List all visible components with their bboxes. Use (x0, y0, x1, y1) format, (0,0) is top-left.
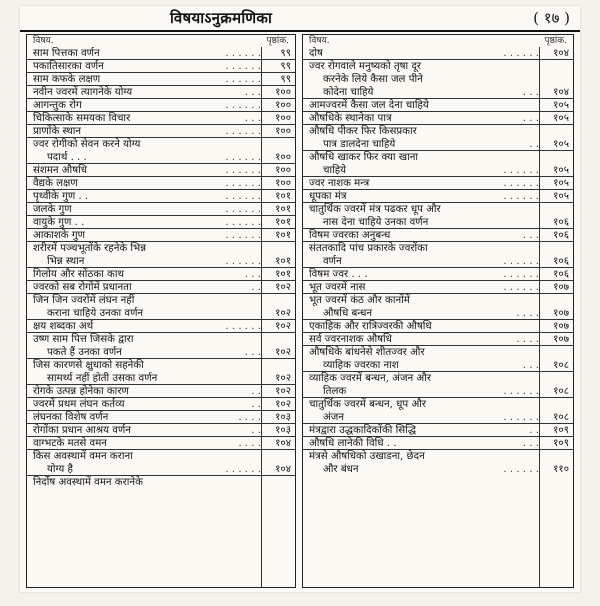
entry-leader-dots: . . . . . . (503, 412, 539, 423)
entry-page-number: १०७ (553, 321, 569, 332)
entry-leader-dots: . . . . . . (225, 152, 261, 163)
entry-subject: पृथ्वीके गुण . . (33, 191, 89, 202)
entry-leader-dots: . . . (244, 87, 261, 98)
entry-subject: जिस कारणसे क्षुधाको सहनेकी (33, 360, 144, 371)
entry-subject: मंत्रसे औषधिको उखाडना, छेदन (309, 451, 425, 462)
entry-leader-dots: . . . . . . (225, 321, 261, 332)
index-entry (303, 359, 573, 372)
entry-page-number: १०१ (275, 204, 291, 215)
entry-page-number: १०६ (553, 256, 569, 267)
entry-leader-dots: . . . . . . (503, 48, 539, 59)
entry-subject: वैद्यके लक्षण (33, 178, 78, 189)
entry-leader-dots: . . . . . . (225, 256, 261, 267)
index-entry (27, 476, 295, 489)
entry-page-number: १०२ (275, 282, 291, 293)
entry-leader-dots: . . . . . . (503, 269, 539, 280)
entry-subject: चाहिये (323, 165, 347, 176)
entry-subject: वर्णन (323, 256, 342, 267)
entry-subject: योग्य है (47, 464, 73, 475)
entry-subject: पकते हैं उनका वर्णन (47, 347, 122, 358)
index-entry (303, 203, 573, 216)
entry-leader-dots: . . . (522, 87, 539, 98)
entry-subject: वायुके गुण . . (33, 217, 85, 228)
header-divider (20, 30, 580, 32)
index-entry (303, 268, 573, 281)
entry-subject: एकाहिक और रात्रिज्वरकी औषधि (309, 321, 432, 332)
index-entry (303, 437, 573, 450)
entry-leader-dots: . . . . . . (225, 74, 261, 85)
entry-page-number: १०२ (275, 347, 291, 358)
entry-subject: उष्ण साम पित्त जिसके द्वारा (33, 334, 134, 345)
entry-subject: व्याहिक ज्वरका नाश (323, 360, 399, 371)
index-entry (303, 450, 573, 463)
index-entry (27, 138, 295, 151)
entry-page-number: १०१ (275, 269, 291, 280)
entry-page-number: १०१ (275, 230, 291, 241)
entry-subject: दोष (309, 48, 323, 59)
entry-page-number: १०२ (275, 321, 291, 332)
entry-leader-dots: . . . (244, 113, 261, 124)
entry-subject: विषम ज्वरका अनुबन्ध (309, 230, 391, 241)
index-entry (27, 255, 295, 268)
entry-subject: साम कफके लक्षण (33, 74, 101, 85)
index-entry (303, 372, 573, 385)
entry-page-number: १०४ (553, 87, 569, 98)
entry-leader-dots: . . (251, 399, 261, 410)
index-entry (27, 398, 295, 411)
entry-subject: ज्वर नाशक मन्त्र (309, 178, 370, 189)
entry-subject: करनेके लिये कैसा जल पीने (323, 74, 423, 85)
index-entry (27, 268, 295, 281)
entry-leader-dots: . . . (522, 230, 539, 241)
entry-subject: संततकादि पांच प्रकारके ज्वरोंका (309, 243, 428, 254)
index-entry (27, 385, 295, 398)
entry-leader-dots: . . . . . . (503, 256, 539, 267)
entry-leader-dots: . . . (522, 360, 539, 371)
entry-page-number: १०२ (275, 386, 291, 397)
index-entry (27, 203, 295, 216)
index-entry (27, 242, 295, 255)
entry-subject: भूत ज्वरमें कंठ और कानोंमें (309, 295, 410, 306)
entry-subject: आगन्तुक रोग (33, 100, 82, 111)
entry-subject: ज्वर रोगीको सेवन करने योग्य (33, 139, 141, 150)
entry-page-number: १०४ (553, 48, 569, 59)
entry-subject: भिन्न स्थान (47, 256, 85, 267)
index-entry (27, 60, 295, 73)
index-entry (303, 125, 573, 138)
index-entry (27, 320, 295, 333)
entry-page-number: १०१ (275, 256, 291, 267)
entry-subject: धूपका मंत्र (309, 191, 347, 202)
entry-subject: क्षय शब्दका अर्थ (33, 321, 94, 332)
index-entry (303, 281, 573, 294)
entry-page-number: १०० (275, 178, 291, 189)
entry-subject: भूत ज्वरमें नास (309, 282, 366, 293)
entry-subject: जिन जिन ज्वरोंमें लंघन नहीं (33, 295, 135, 306)
index-entry (27, 86, 295, 99)
entry-subject: औषधिके स्थानेका पात्र (309, 113, 392, 124)
entry-subject: जलके गुण (33, 204, 72, 215)
entry-subject: विषम ज्वर . . . (309, 269, 368, 280)
entry-page-number: १०३ (275, 425, 291, 436)
entry-page-number: ९९ (280, 61, 291, 72)
entry-subject: औषधि बन्धन (323, 308, 373, 319)
entry-leader-dots: . . . . . . (225, 464, 261, 475)
index-entry (27, 307, 295, 320)
entry-leader-dots: . . . . (238, 438, 261, 449)
entry-page-number: १०० (275, 152, 291, 163)
page-column-label: पृष्ठांक. (266, 36, 289, 46)
entry-page-number: १०१ (275, 191, 291, 202)
index-entry (27, 411, 295, 424)
page-column-label: पृष्ठांक. (544, 36, 567, 46)
entry-subject: नास देना चाहिये उनका वर्णन (323, 217, 429, 228)
index-entry (27, 437, 295, 450)
entry-subject: शरीरमें पञ्चभूतोंके रहनेके भिन्न (33, 243, 147, 254)
index-entry (303, 216, 573, 229)
entry-page-number: ९९ (280, 48, 291, 59)
index-entry (27, 450, 295, 463)
entry-page-number: ९९ (280, 74, 291, 85)
index-entry (303, 138, 573, 151)
entry-leader-dots: . . . (244, 269, 261, 280)
entry-subject: औषधि पीकर फिर किसप्रकार (309, 126, 417, 137)
left-entry-list (27, 47, 295, 489)
index-entry (27, 164, 295, 177)
index-entry (27, 190, 295, 203)
entry-subject: व्याहिक ज्वरमें बन्धन, अंजन और (309, 373, 431, 384)
entry-subject: रोगके उत्पन्न होनेका कारण (33, 386, 129, 397)
entry-page-number: १०५ (553, 100, 569, 111)
index-entry (303, 424, 573, 437)
entry-page-number: १०५ (553, 113, 569, 124)
page-number: ( १७ ) (533, 9, 570, 27)
entry-subject: अंजन (323, 412, 344, 423)
entry-page-number: १०५ (553, 165, 569, 176)
index-entry (303, 112, 573, 125)
entry-subject: कोदेना चाहिये (323, 87, 374, 98)
entry-page-number: १०२ (275, 308, 291, 319)
entry-leader-dots: . . . . . . (503, 282, 539, 293)
entry-subject: ज्वरमें प्रथम लंघन कर्तव्य (33, 399, 125, 410)
entry-subject: औषधि लानेकी विधि . . (309, 438, 397, 449)
index-entry (27, 47, 295, 60)
entry-subject: कराना चाहिये उनका वर्णन (47, 308, 144, 319)
index-entry (27, 112, 295, 125)
entry-leader-dots: . . . . . . (503, 165, 539, 176)
index-entry (27, 424, 295, 437)
entry-leader-dots: . . . . . . (225, 217, 261, 228)
index-entry (303, 346, 573, 359)
entry-page-number: १०९ (553, 438, 569, 449)
index-entry (27, 125, 295, 138)
entry-page-number: १०५ (553, 191, 569, 202)
entry-leader-dots: . . . . . . (225, 48, 261, 59)
left-column-header (27, 35, 295, 47)
entry-subject: आमज्वरमें कैसा जल देना चाहिये (309, 100, 429, 111)
entry-leader-dots: . . . . . . (503, 464, 539, 475)
entry-leader-dots: . . . (522, 438, 539, 449)
entry-leader-dots: . . . . . . (503, 191, 539, 202)
entry-page-number: १०६ (553, 269, 569, 280)
page-header (20, 6, 580, 36)
entry-page-number: ११० (553, 464, 569, 475)
index-entry (303, 47, 573, 60)
index-entry (303, 255, 573, 268)
index-entry (27, 229, 295, 242)
entry-leader-dots: . . . . . . (225, 126, 261, 137)
entry-subject: चिकित्साके समयका विचार (33, 113, 131, 124)
index-entry (303, 385, 573, 398)
entry-page-number: १०२ (275, 373, 291, 384)
entry-page-number: १०२ (275, 399, 291, 410)
entry-leader-dots: . . (529, 425, 539, 436)
index-entry (303, 164, 573, 177)
entry-leader-dots: . . . . (238, 412, 261, 423)
right-column (302, 34, 574, 588)
index-entry (27, 73, 295, 86)
entry-page-number: १०७ (553, 334, 569, 345)
entry-page-number: १०८ (553, 386, 569, 397)
entry-leader-dots: . . (251, 282, 261, 293)
entry-subject: मंत्रद्वारा उद्धकादिकोंकी सिद्धि (309, 425, 416, 436)
entry-subject: ज्वरको सब रोगोंमें प्रधानता (33, 282, 132, 293)
index-entry (303, 307, 573, 320)
entry-subject: पदार्थ . . . (47, 152, 87, 163)
entry-subject: पात्र डालदेना चाहिये (323, 139, 396, 150)
entry-page-number: १०४ (275, 438, 291, 449)
index-entry (303, 463, 573, 476)
index-entry (27, 281, 295, 294)
index-entry (27, 346, 295, 359)
entry-leader-dots: . . . . . . (225, 61, 261, 72)
entry-subject: किस अवस्थामें वमन कराना (33, 451, 133, 462)
page-title: विषयाऽनुक्रमणिका (170, 9, 273, 27)
index-entry (303, 151, 573, 164)
entry-page-number: १०५ (553, 139, 569, 150)
entry-page-number: १०० (275, 113, 291, 124)
entry-page-number: १०९ (553, 425, 569, 436)
entry-leader-dots: . . . . . . (503, 386, 539, 397)
entry-page-number: १०० (275, 126, 291, 137)
index-entry (303, 177, 573, 190)
index-entry (303, 99, 573, 112)
entry-subject: आकाशके गुण (33, 230, 85, 241)
entry-leader-dots: . . . . . . (225, 204, 261, 215)
right-entry-list (303, 47, 573, 476)
entry-page-number: १०० (275, 87, 291, 98)
index-entry (303, 320, 573, 333)
entry-page-number: १०५ (553, 178, 569, 189)
book-page (20, 6, 580, 592)
entry-subject: सामर्थ्य नहीं होती उसका वर्णन (47, 373, 158, 384)
entry-subject: वाग्भटके मतसे वमन (33, 438, 107, 449)
index-entry (303, 398, 573, 411)
entry-subject: संशमन औषधि (33, 165, 88, 176)
entry-subject: सर्व ज्वरनाशक औषधि (309, 334, 392, 345)
entry-leader-dots: . . . . (516, 334, 539, 345)
subject-column-label: विषय. (309, 36, 330, 46)
subject-column-label: विषय. (33, 36, 54, 46)
index-entry (27, 177, 295, 190)
entry-leader-dots: . . . . . . (225, 230, 261, 241)
entry-leader-dots: . . . (244, 347, 261, 358)
entry-subject: पकातिसारका वर्णन (33, 61, 104, 72)
entry-page-number: १०४ (275, 464, 291, 475)
entry-leader-dots: . . . . . . (225, 178, 261, 189)
entry-page-number: १०८ (553, 360, 569, 371)
index-entry (303, 242, 573, 255)
entry-leader-dots: . . . . (516, 308, 539, 319)
entry-page-number: १०० (275, 165, 291, 176)
entry-page-number: १०७ (553, 308, 569, 319)
entry-leader-dots: . . (529, 139, 539, 150)
entry-subject: प्राणोंके स्थान (33, 126, 82, 137)
index-entry (27, 333, 295, 346)
entry-subject: नवीन ज्वरमें त्यागनेके योग्य (33, 87, 133, 98)
index-entry (303, 229, 573, 242)
entry-subject: औषधि खाकर फिर क्या खाना (309, 152, 419, 163)
entry-page-number: १०८ (553, 412, 569, 423)
entry-subject: चातुर्थिक ज्वरमें मंत्र पढकर धूप और (309, 204, 441, 215)
index-entry (303, 294, 573, 307)
entry-page-number: १०० (275, 100, 291, 111)
index-entry (27, 359, 295, 372)
index-entry (27, 463, 295, 476)
entry-subject: गिलोय और सोंठका काथ (33, 269, 125, 280)
index-entry (303, 411, 573, 424)
entry-leader-dots: . . . . . . (225, 191, 261, 202)
entry-subject: रोगोंका प्रधान आश्रय वर्णन (33, 425, 131, 436)
index-entry (303, 190, 573, 203)
entry-subject: और बंधन (323, 464, 359, 475)
entry-page-number: १०६ (553, 230, 569, 241)
entry-leader-dots: . . . (522, 113, 539, 124)
index-entry (303, 86, 573, 99)
index-entry (27, 151, 295, 164)
left-column (26, 34, 296, 588)
index-entry (27, 216, 295, 229)
index-entry (303, 73, 573, 86)
index-entry (27, 99, 295, 112)
entry-leader-dots: . . (251, 386, 261, 397)
right-column-header (303, 35, 573, 47)
index-entry (27, 294, 295, 307)
entry-page-number: १०३ (275, 412, 291, 423)
entry-page-number: १०६ (553, 217, 569, 228)
entry-subject: निर्दोष अवस्थामें वमन करानेके (33, 477, 143, 488)
index-entry (27, 372, 295, 385)
entry-leader-dots: . . . . . . (225, 165, 261, 176)
entry-page-number: १०१ (275, 217, 291, 228)
entry-subject: औषधिके बांधनेसे शीतज्वर और (309, 347, 425, 358)
entry-subject: ज्वर रोगवाले मनुष्यको तृषा दूर (309, 61, 422, 72)
entry-subject: तिलक (323, 386, 347, 397)
entry-page-number: १०७ (553, 282, 569, 293)
index-entry (303, 333, 573, 346)
entry-subject: लंघनका विशेष वर्णन (33, 412, 109, 423)
entry-leader-dots: . . . . . . (225, 100, 261, 111)
index-entry (303, 60, 573, 73)
entry-subject: चातुर्थिक ज्वरमें बन्धन, धूप और (309, 399, 427, 410)
entry-subject: साम पित्तका वर्णन (33, 48, 100, 59)
entry-leader-dots: . . . . . . (503, 178, 539, 189)
entry-leader-dots: . . (251, 425, 261, 436)
